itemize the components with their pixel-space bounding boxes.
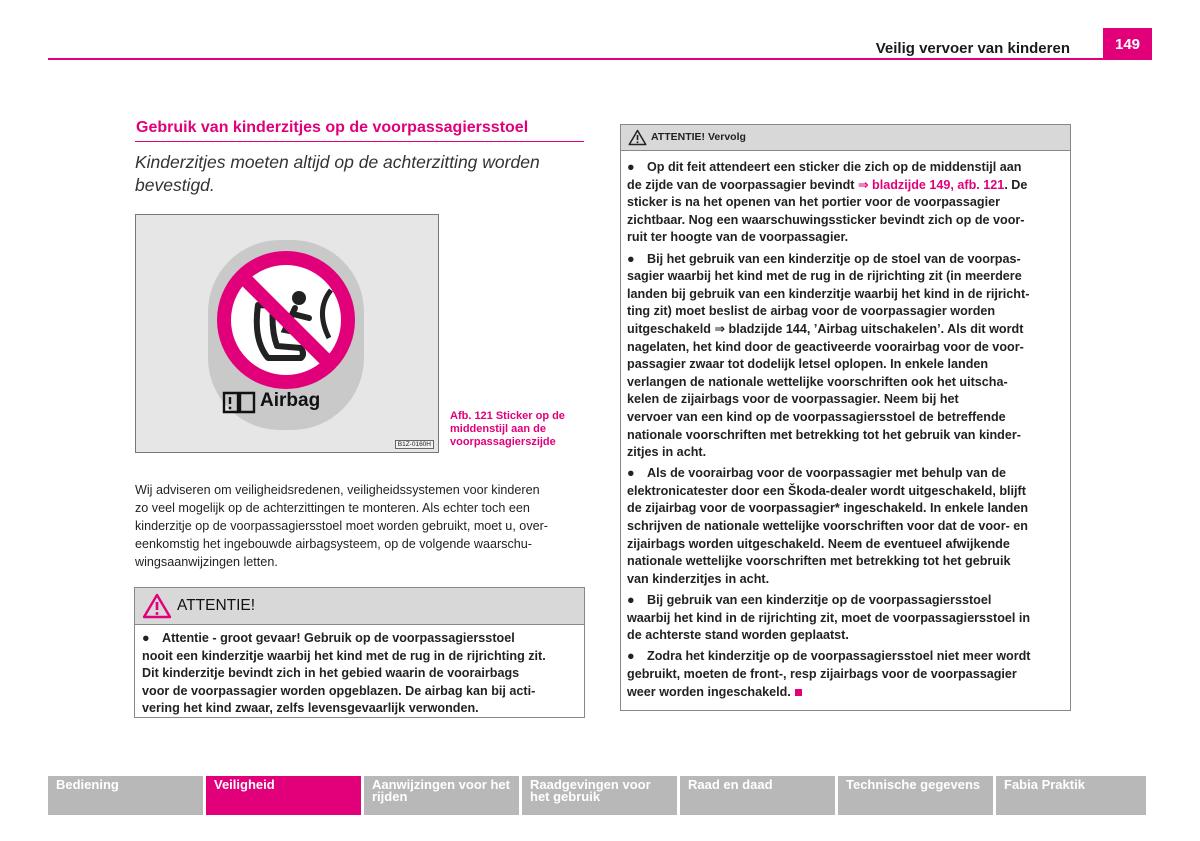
text-line-content: Bij het gebruik van een kinderzitje op de stoel van de voorpas- bbox=[647, 251, 1021, 266]
chapter-title: Veilig vervoer van kinderen bbox=[875, 40, 1070, 57]
text-line: nationale wettelijke voorschriften met betrekking tot het gebruik bbox=[627, 554, 1011, 569]
bullet: ● bbox=[627, 160, 635, 174]
intro-paragraph bbox=[135, 481, 585, 571]
text-line: nagelaten, het kind door de geactiveerde voorairbag voor de voor- bbox=[627, 339, 1024, 354]
caption-line: middenstijl aan de bbox=[450, 423, 546, 435]
tab-label: Fabia Praktik bbox=[1004, 777, 1085, 792]
airbag-sticker bbox=[208, 240, 364, 430]
bullet: ● bbox=[142, 631, 150, 645]
warning-triangle-icon bbox=[628, 129, 647, 146]
text-line: landen bij gebruik van een kinderzitje waarbij het kind in de rijricht- bbox=[627, 286, 1030, 301]
section-rule bbox=[135, 141, 584, 142]
paragraph bbox=[627, 465, 1064, 588]
figure-code: B1Z-0160H bbox=[395, 440, 434, 449]
text-line-content: de zijde van de voorpassagier bevindt bbox=[627, 177, 858, 192]
attention-continued-box bbox=[620, 124, 1071, 711]
paragraph bbox=[627, 592, 1064, 645]
attention-continued-body bbox=[621, 151, 1070, 701]
text-line: de zijairbag voor de voorpassagier* ingeschakeld. In enkele landen bbox=[627, 501, 1029, 516]
text-line bbox=[142, 630, 577, 648]
text-line: waarbij het kind in de rijrichting zit, moet de voorpassagiersstoel in bbox=[627, 610, 1031, 625]
paragraph bbox=[627, 159, 1064, 247]
text-line: zichtbaar. Nog een waarschuwingssticker bevindt zich op de voor- bbox=[627, 212, 1025, 227]
attention-header bbox=[135, 588, 584, 625]
text-line bbox=[627, 648, 1064, 666]
warning-triangle-icon bbox=[142, 593, 172, 619]
text-line: van kinderzitjes in acht. bbox=[627, 571, 770, 586]
text-line: de achterste stand worden geplaatst. bbox=[627, 628, 849, 643]
tab-label: Bediening bbox=[56, 777, 119, 792]
lead-line: Kinderzitjes moeten altijd op de achterzitting worden bbox=[135, 152, 540, 172]
text-line: wingsaanwijzingen letten. bbox=[135, 555, 278, 569]
tab-aanwijzingen[interactable] bbox=[364, 776, 519, 815]
text-line: voor de voorpassagier worden opgeblazen. De airbag kan bij acti- bbox=[142, 683, 536, 698]
tab-fabia-praktik[interactable] bbox=[996, 776, 1146, 815]
page-number: 149 bbox=[1103, 28, 1152, 60]
text-line: zitjes in acht. bbox=[627, 445, 707, 460]
text-line: elektronicatester door een Škoda-dealer wordt uitgeschakeld, blijft bbox=[627, 483, 1026, 498]
text-line: vervoer van een kind op de voorpassagiersstoel de betreffende bbox=[627, 409, 1006, 424]
attention-body bbox=[135, 625, 584, 718]
tab-label: Raadgevingen voor het gebruik bbox=[530, 777, 651, 804]
attention-continued-title: ATTENTIE! Vervolg bbox=[651, 131, 746, 143]
manual-book-icon bbox=[222, 390, 256, 414]
tab-label: Technische gegevens bbox=[846, 777, 981, 792]
text-line bbox=[627, 684, 1064, 702]
text-line: schrijven de nationale wettelijke voorschriften voor dat de voor- en bbox=[627, 519, 1029, 534]
attention-title: ATTENTIE! bbox=[177, 597, 256, 614]
text-line: ting zit) moet beslist de airbag voor de voorpassagier worden bbox=[627, 304, 996, 319]
tab-label: Veiligheid bbox=[214, 777, 275, 792]
text-line: sagier waarbij het kind met de rug in de rijrichting zit (in meerdere bbox=[627, 269, 1022, 284]
tab-raad-en-daad[interactable] bbox=[680, 776, 835, 815]
caption-line: voorpassagierszijde bbox=[450, 436, 556, 448]
text-line: eenkomstig het ingebouwde airbagsysteem, op de volgende waarschu- bbox=[135, 537, 532, 551]
text-line bbox=[627, 159, 1064, 177]
chapter-nav bbox=[48, 776, 1152, 815]
paragraph bbox=[627, 251, 1064, 462]
attention-box bbox=[134, 587, 585, 718]
text-line: vering het kind zwaar, zelfs levensgevaarlijk verwonden. bbox=[142, 701, 479, 715]
page-reference-link[interactable]: ⇒ bladzijde 149, afb. 121 bbox=[857, 177, 1005, 192]
text-line: ruit ter hoogte van de voorpassagier. bbox=[627, 230, 849, 245]
tab-veiligheid[interactable] bbox=[206, 776, 361, 815]
text-line-content: Als de voorairbag voor de voorpassagier met behulp van de bbox=[647, 466, 1007, 481]
paragraph bbox=[627, 648, 1064, 701]
text-line: nooit een kinderzitje waarbij het kind met de rug in de rijrichting zit. bbox=[142, 648, 546, 663]
attention-continued-header bbox=[621, 125, 1070, 151]
text-line-content: Bij gebruik van een kinderzitje op de voorpassagiersstoel bbox=[647, 593, 992, 608]
tab-label: Aanwijzingen voor het rijden bbox=[372, 777, 510, 804]
tab-label: Raad en daad bbox=[688, 777, 773, 792]
text-line: nationale voorschriften met betrekking tot het gebruik van kinder- bbox=[627, 427, 1021, 442]
bullet: ● bbox=[627, 593, 635, 608]
figure-caption bbox=[450, 410, 590, 449]
text-line: zo veel mogelijk op de achterzittingen te monteren. Als echter toch een bbox=[135, 501, 530, 515]
text-line: zijairbags worden uitgeschakeld. Neem de eventueel afwijkende bbox=[627, 536, 1010, 551]
text-line: sticker is na het openen van het portier voor de voorpassagier bbox=[627, 195, 1001, 210]
text-line-content: . De bbox=[1004, 177, 1028, 192]
airbag-sticker-figure bbox=[135, 214, 439, 453]
text-line: Wij adviseren om veiligheidsredenen, veiligheidssystemen voor kinderen bbox=[135, 483, 540, 497]
tab-raadgevingen[interactable] bbox=[522, 776, 677, 815]
text-line: kinderzitje op de voorpassagiersstoel moet worden gebruikt, moet u, over- bbox=[135, 519, 549, 533]
bullet: ● bbox=[627, 466, 635, 481]
tab-technische-gegevens[interactable] bbox=[838, 776, 993, 815]
lead-line: bevestigd. bbox=[135, 175, 215, 195]
sticker-airbag-label: Airbag bbox=[260, 390, 321, 411]
header-rule bbox=[48, 58, 1152, 60]
bullet: ● bbox=[627, 649, 635, 664]
text-line: uitgeschakeld ⇒ bladzijde 144, ’Airbag uitschakelen’. Als dit wordt bbox=[627, 321, 1024, 336]
text-line-content: weer worden ingeschakeld. bbox=[627, 684, 791, 699]
section-end-marker bbox=[795, 689, 802, 696]
text-line bbox=[627, 251, 1064, 269]
text-line: Dit kinderzitje bevindt zich in het gebied waarin de voorairbags bbox=[142, 666, 520, 680]
caption-line: Afb. 121 Sticker op de bbox=[450, 410, 565, 422]
bullet: ● bbox=[627, 251, 635, 266]
text-line bbox=[627, 177, 1064, 195]
text-line: verlangen de nationale wettelijke voorschriften ook het uitscha- bbox=[627, 374, 1008, 389]
text-line: kelen de zijairbags voor de voorpassagier. Neem bij het bbox=[627, 392, 959, 407]
text-line-content: Zodra het kinderzitje op de voorpassagiersstoel niet meer wordt bbox=[647, 649, 1031, 664]
tab-bediening[interactable] bbox=[48, 776, 203, 815]
text-line bbox=[627, 592, 1064, 610]
section-lead bbox=[135, 151, 585, 197]
text-line bbox=[627, 465, 1064, 483]
no-rear-facing-child-seat-icon bbox=[213, 250, 359, 396]
text-line: gebruikt, moeten de front-, resp zijairbags voor de voorpassagier bbox=[627, 667, 1017, 681]
text-line-content: Op dit feit attendeert een sticker die zich op de middenstijl aan bbox=[647, 160, 1022, 174]
text-line-content: Attentie - groot gevaar! Gebruik op de voorpassagiersstoel bbox=[162, 631, 515, 645]
section-title: Gebruik van kinderzitjes op de voorpassagiersstoel bbox=[136, 119, 529, 136]
text-line: passagier zwaar tot dodelijk letsel oplopen. In enkele landen bbox=[627, 357, 989, 372]
